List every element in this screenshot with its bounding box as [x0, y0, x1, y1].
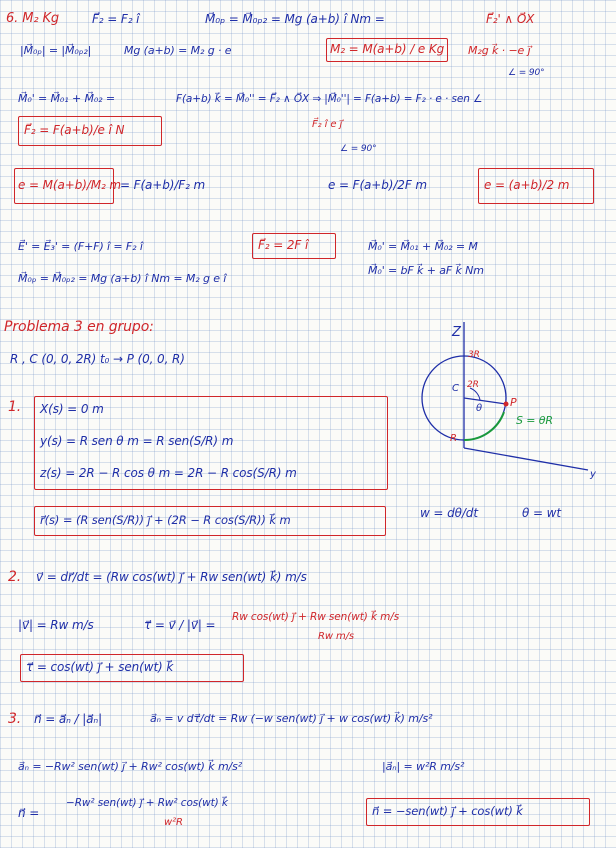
e-result-1: e = M(a+b)/M₂ m: [18, 178, 122, 192]
angle-note-2: ∠ = 90°: [340, 144, 377, 154]
tau-numerator: Rw cos(wt) ȷ⃗ + Rw sen(wt) k⃗ m/s: [232, 611, 400, 623]
m2-result: M₂ = M(a+b) / e Kg: [330, 42, 445, 56]
part-1-number: 1.: [8, 399, 22, 415]
tau-result: τ⃗ = cos(wt) ȷ⃗ + sen(wt) k⃗: [26, 660, 174, 674]
f2-result: F⃗₂ = F(a+b)/e î N: [24, 123, 125, 137]
arc-s: [464, 412, 504, 440]
normal-accel-expanded: a⃗ₙ = −Rw² sen(wt) ȷ⃗ + Rw² cos(wt) k⃗ m/s²: [18, 760, 243, 773]
part-3-number: 3.: [8, 711, 22, 727]
theta-def: θ = wt: [522, 506, 561, 520]
e-derivation: e = F(a+b)/2F m: [328, 178, 427, 192]
tau-denominator: Rw m/s: [318, 631, 355, 642]
x-of-s: X(s) = 0 m: [40, 402, 104, 416]
moment-eq-2: Mg (a+b) = M₂ g · e: [124, 44, 232, 57]
diagram-theta-label: θ: [476, 403, 483, 414]
r-vector: r⃗(s) = (R sen(S/R)) ȷ⃗ + (2R − R cos(S/R)) k⃗ m: [40, 513, 291, 527]
moment-total: M⃗₀' = M⃗₀₁ + M⃗₀₂ = M: [368, 240, 478, 253]
normal-accel-modulus: |a⃗ₙ| = w²R m/s²: [382, 760, 465, 773]
y-axis-line: [464, 448, 588, 470]
e-result-2: e = (a+b)/2 m: [484, 178, 570, 192]
vector-terms: F⃗₂ î e ȷ⃗: [312, 119, 343, 130]
e-equiv: = F(a+b)/F₂ m: [120, 178, 206, 192]
moment-derivation: F(a+b) k⃗ = M⃗₀'' = F⃗₂ ∧ O⃗X ⇒ |M⃗₀''| = F(a+b) = F₂ · e · sen ∠: [176, 93, 483, 105]
diagram-s-label: S = θR: [516, 414, 553, 427]
normal-numerator: −Rw² sen(wt) ȷ⃗ + Rw² cos(wt) k⃗: [66, 797, 228, 809]
problem-3-title: Problema 3 en grupo:: [4, 319, 154, 335]
tau-def: τ⃗ = v⃗ / |v⃗| =: [144, 618, 216, 632]
moment-components: M⃗₀' = bF k⃗ + aF k⃗ Nm: [368, 264, 484, 277]
normal-denominator: w²R: [164, 817, 183, 828]
velocity-modulus: |v⃗| = Rw m/s: [18, 618, 94, 632]
z-of-s: z(s) = 2R − R cos θ m = 2R − R cos(S/R) m: [40, 466, 297, 480]
diagram-p-label: P: [510, 396, 517, 409]
moment-sum: M⃗₀' = M⃗₀₁ + M⃗₀₂ =: [18, 92, 115, 105]
diagram-z-label: Z: [452, 325, 461, 340]
normal-frac-label: n⃗ =: [18, 806, 40, 820]
moment-eq-1: M⃗₀ₚ = M⃗₀ₚ₂ = Mg (a+b) î Nm =: [205, 12, 385, 26]
diagram-y-label: y: [590, 469, 596, 480]
point-p-dot: [504, 402, 509, 407]
diagram-3r-label: 3R: [468, 350, 480, 360]
f2-2f-result: F⃗₂ = 2F î: [258, 238, 309, 252]
y-of-s: y(s) = R sen θ m = R sen(S/R) m: [40, 434, 234, 448]
force-sum: E⃗' = E⃗₃' = (F+F) î = F₂ î: [18, 240, 143, 253]
part-2-number: 2.: [8, 569, 22, 585]
normal-def: n⃗ = a⃗ₙ / |a⃗ₙ|: [34, 712, 103, 726]
omega-def: w = dθ/dt: [420, 506, 478, 520]
cross-terms: M₂g k⃗ · −e ȷ⃗: [468, 44, 531, 57]
diagram-c-label: C: [452, 383, 459, 394]
section-6-header: 6. M₂ Kg: [6, 11, 60, 26]
diagram-r-label: R: [450, 433, 457, 444]
radius-line: [464, 398, 506, 404]
normal-accel: a⃗ₙ = v dτ⃗/dt = Rw (−w sen(wt) ȷ⃗ + w cos(wt) k⃗) m/s²: [150, 712, 433, 725]
force-f2-def: F⃗₂ = F₂ î: [92, 12, 140, 26]
moment-eq-3: M⃗₀ₚ = M⃗₀ₚ₂ = Mg (a+b) î Nm = M₂ g e î: [18, 272, 227, 285]
problem-given: R , C (0, 0, 2R) t₀ → P (0, 0, R): [10, 352, 185, 366]
cross-product-red: F⃗₂' ∧ O⃗X: [486, 12, 535, 26]
moment-modulus: |M⃗₀ₚ| = |M⃗₀ₚ₂|: [20, 44, 92, 57]
velocity-vector: v⃗ = dr⃗/dt = (Rw cos(wt) ȷ⃗ + Rw sen(wt) k⃗) m/s: [36, 570, 307, 584]
angle-note-1: ∠ = 90°: [508, 68, 545, 78]
normal-result: n⃗ = −sen(wt) ȷ⃗ + cos(wt) k⃗: [372, 804, 523, 818]
diagram-2r-label: 2R: [467, 380, 479, 390]
